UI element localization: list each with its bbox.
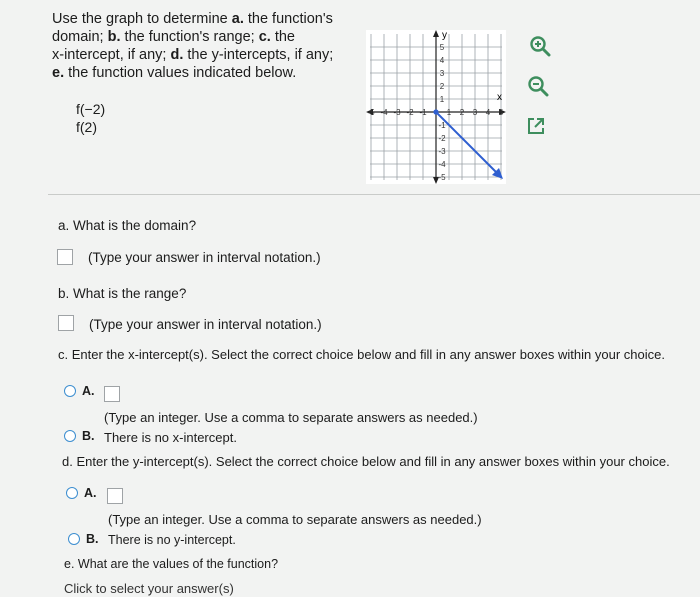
part-c-option-b-label: B.	[82, 429, 95, 443]
problem-line-4: e. the function values indicated below.	[52, 65, 297, 81]
part-a-hint: (Type your answer in interval notation.)	[88, 250, 321, 265]
x-tick-label: 1	[446, 108, 452, 117]
range-answer-box[interactable]	[58, 315, 74, 331]
problem-line-2: domain; b. the function's range; c. the	[52, 29, 295, 45]
zoom-out-button[interactable]	[526, 74, 550, 98]
part-a-question: a. What is the domain?	[58, 218, 197, 233]
section-divider	[48, 194, 700, 195]
y-tick-label: -5	[438, 173, 446, 182]
part-d-option-a-hint: (Type an integer. Use a comma to separate answers as needed.)	[108, 512, 482, 527]
x-tick-label: -5	[367, 108, 375, 117]
part-d-option-a-label: A.	[84, 486, 97, 500]
y-axis-label: y	[442, 30, 447, 41]
function-value-f-2: f(2)	[76, 119, 97, 135]
popout-icon	[526, 116, 546, 136]
zoom-out-icon	[527, 75, 549, 97]
y-tick-label: 4	[439, 56, 445, 65]
x-tick-label: -2	[406, 108, 414, 117]
x-tick-label: 2	[459, 108, 465, 117]
part-c-question: c. Enter the x-intercept(s). Select the correct choice below and fill in any answer boxes within your choice.	[58, 347, 665, 362]
x-intercept-answer-box[interactable]	[104, 386, 120, 402]
function-value-f-neg2: f(−2)	[76, 101, 106, 117]
popout-button[interactable]	[524, 114, 548, 138]
part-e-question: e. What are the values of the function?	[64, 557, 279, 571]
y-intercept-answer-box[interactable]	[107, 488, 123, 504]
part-c-option-a-radio[interactable]	[64, 385, 76, 397]
click-to-select-prompt[interactable]: Click to select your answer(s)	[64, 581, 234, 596]
y-tick-label: -1	[438, 121, 446, 130]
y-tick-label: 1	[439, 95, 445, 104]
part-c-option-b-radio[interactable]	[64, 430, 76, 442]
y-tick-label: -4	[438, 160, 446, 169]
part-d-option-b-text: There is no y-intercept.	[108, 533, 236, 547]
y-tick-label: 2	[439, 82, 445, 91]
problem-line-3: x-intercept, if any; d. the y-intercepts, if any;	[52, 47, 334, 63]
x-axis-label: x	[497, 92, 502, 103]
part-b-hint: (Type your answer in interval notation.)	[89, 317, 322, 332]
problem-line-1: Use the graph to determine a. the function's	[52, 11, 333, 27]
part-d-option-a-radio[interactable]	[66, 487, 78, 499]
y-tick-label: -2	[438, 134, 446, 143]
x-tick-label: 4	[485, 108, 491, 117]
y-tick-label: 3	[439, 69, 445, 78]
part-c-option-a-hint: (Type an integer. Use a comma to separate answers as needed.)	[104, 410, 478, 425]
zoom-in-button[interactable]	[528, 34, 552, 58]
domain-answer-box[interactable]	[57, 249, 73, 265]
part-d-option-b-radio[interactable]	[68, 533, 80, 545]
function-start-point	[433, 109, 438, 114]
y-tick-label: 5	[439, 43, 445, 52]
part-d-question: d. Enter the y-intercept(s). Select the correct choice below and fill in any answer boxes within your choice.	[62, 454, 670, 469]
x-tick-label: -1	[419, 108, 427, 117]
function-value-list	[76, 100, 105, 136]
problem-statement	[52, 10, 352, 82]
x-tick-label: 3	[472, 108, 478, 117]
zoom-in-icon	[529, 35, 551, 57]
part-c-option-a-label: A.	[82, 384, 95, 398]
function-graph	[366, 30, 506, 184]
x-tick-label: -4	[380, 108, 388, 117]
y-tick-label: -3	[438, 147, 446, 156]
part-b-question: b. What is the range?	[58, 286, 187, 301]
x-tick-label: -3	[393, 108, 401, 117]
part-d-option-b-label: B.	[86, 532, 99, 546]
part-c-option-b-text: There is no x-intercept.	[104, 430, 237, 445]
x-tick-label: 5	[498, 108, 504, 117]
